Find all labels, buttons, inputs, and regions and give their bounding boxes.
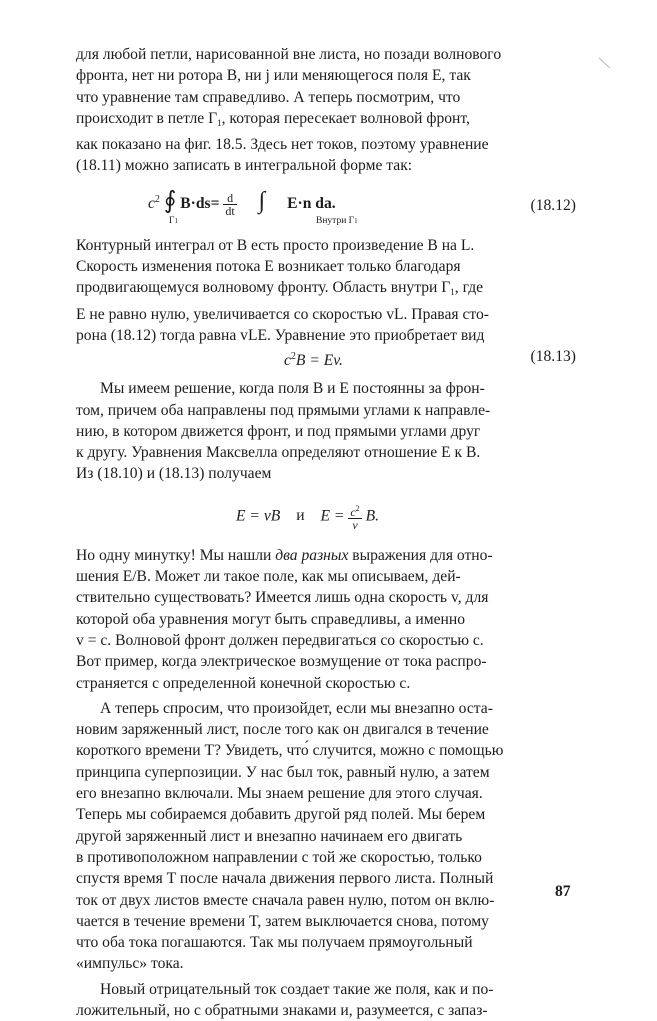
text-line: Скорость изменения потока E возникает только благодаря: [76, 258, 461, 276]
text-line: шения E/B. Может ли такое поле, как мы описываем, дей-: [76, 568, 461, 586]
paragraph-1: [76, 44, 576, 177]
text-line: [76, 545, 576, 566]
limit-sub: 1: [174, 216, 178, 225]
paragraph-2: [76, 235, 576, 346]
velocity-fraction: [348, 503, 361, 531]
eq-text: B = Ev.: [295, 352, 343, 370]
integral-limit: [316, 211, 358, 232]
text-line: чается в течение времени T, затем выключается снова, потому: [76, 912, 489, 930]
text-span: продвигающемуся волновому фронту. Область внутри Г: [76, 279, 451, 297]
text-line: принципа суперпозиции. У нас был ток, равный нулю, а затем: [76, 763, 490, 781]
eq-power: 2: [290, 351, 296, 363]
text-line: фронта, нет ни ротора B, ни j или меняющегося поля E, так: [76, 67, 471, 85]
emphasis-text: два разных: [275, 546, 349, 564]
page-number: 87: [555, 883, 571, 900]
derivative-fraction: [223, 192, 236, 217]
equation-18-12: [76, 177, 576, 235]
text-line: что оба тока погашаются. Так мы получаем прямоугольный: [76, 934, 473, 952]
eq-text: B.: [365, 507, 379, 525]
text-line: страняется с определенной конечной скоростью c.: [76, 674, 411, 692]
text-line: [76, 108, 576, 134]
text-line: нию, в котором движется фронт, и под прямыми углами друг: [76, 422, 481, 440]
text-line: короткого времени T? Увидеть, что́ случится, можно с помощью: [76, 742, 504, 760]
subscript: 1: [217, 117, 222, 128]
text-line: в противоположном направлении с той же скоростью, только: [76, 848, 482, 866]
eq-conjunction: и: [296, 507, 305, 525]
contour-integral-symbol: ∮: [163, 187, 177, 214]
eq-text: E =: [320, 507, 345, 525]
text-line: новим заряженный лист, после того как он двигался в течение: [76, 721, 489, 739]
text-line: для любой петли, нарисованной вне листа, но позади волнового: [76, 46, 502, 63]
text-span: , где: [454, 279, 484, 297]
eq-symbol: c: [148, 194, 155, 212]
text-line: [76, 277, 576, 303]
paragraph-3: [76, 378, 576, 484]
text-line: «импульс» тока.: [76, 955, 184, 973]
text-line: том, причем оба направлены под прямыми углами к направле-: [76, 401, 491, 419]
text-line: ствительно существовать? Имеется лишь одна скорость v, для: [76, 589, 489, 607]
text-line: Контурный интеграл от B есть просто произведение B на L.: [76, 236, 475, 254]
eq-text: E = vB: [236, 507, 281, 525]
limit-text: Г: [169, 215, 175, 226]
eq-symbol: c: [284, 352, 291, 370]
text-span: происходит в петле Г: [76, 109, 218, 127]
equation-body: [236, 503, 379, 531]
limit-text: Внутри Г: [316, 215, 355, 226]
equation-number: (18.12): [530, 196, 576, 214]
scan-mark-icon: [598, 56, 612, 70]
paragraph-4: [76, 545, 576, 694]
text-line: v = c. Волновой фронт должен передвигаться со скоростью c.: [76, 631, 484, 649]
frac-denominator: v: [352, 517, 358, 532]
text-line: Мы имеем решение, когда поля B и E постоянны за фрон-: [100, 380, 485, 398]
text-line: Из (18.10) и (18.13) получаем: [76, 465, 272, 483]
text-line: Теперь мы собираемся добавить другой ряд полей. Мы берем: [76, 806, 486, 824]
limit-sub: 1: [354, 216, 358, 225]
text-line: его внезапно включали. Мы знаем решение для этого случая.: [76, 785, 483, 803]
integral-symbol: ∫: [258, 187, 266, 214]
equation-body: [284, 346, 343, 371]
page-body: [76, 44, 576, 1021]
text-line: Новый отрицательный ток создает такие же поля, как и по-: [100, 980, 494, 998]
text-line: рона (18.12) тогда равна vLE. Уравнение это приобретает вид: [76, 326, 485, 344]
subscript: 1: [450, 287, 455, 298]
text-span: выражения для отно-: [348, 546, 493, 564]
eq-text: B·ds=: [180, 194, 220, 212]
text-line: которой оба уравнения могут быть справедливы, а именно: [76, 610, 465, 628]
text-line: как показано на фиг. 18.5. Здесь нет токов, поэтому уравнение: [76, 136, 489, 154]
text-line: другой заряженный лист и внезапно начинаем его двигать: [76, 827, 463, 845]
paragraph-5: [76, 698, 576, 975]
paragraph-6: [76, 979, 576, 1021]
text-line: ток от двух листов вместе сначала равен нулю, потом он вклю-: [76, 891, 495, 909]
text-span: , которая пересекает волновой фронт,: [221, 109, 470, 127]
text-line: к другу. Уравнения Максвелла определяют отношение E к B.: [76, 444, 481, 462]
eq-text: E·n da.: [287, 194, 336, 212]
text-line: спустя время T после начала движения первого листа. Полный: [76, 870, 494, 888]
equation-number: (18.13): [530, 348, 576, 366]
text-line: E не равно нулю, увеличивается со скоростью vL. Правая сто-: [76, 305, 489, 323]
text-line: ложительный, но с обратными знаками и, разумеется, с запаз-: [76, 1001, 488, 1019]
frac-denominator: dt: [225, 203, 235, 218]
text-line: А теперь спросим, что произойдет, если мы внезапно оста-: [100, 699, 493, 717]
frac-power: 2: [355, 503, 360, 513]
eq-power: 2: [154, 193, 160, 205]
frac-numerator: d: [223, 192, 236, 205]
equation-e-b: [76, 485, 576, 545]
text-line: что уравнение там справедливо. А теперь посмотрим, что: [76, 88, 461, 106]
text-line: Вот пример, когда электрическое возмущение от тока распро-: [76, 653, 487, 671]
text-span: Но одну минутку! Мы нашли: [76, 546, 276, 564]
frac-numerator: c: [350, 504, 356, 519]
integral-limit: [169, 211, 178, 232]
text-line: (18.11) можно записать в интегральной форме так:: [76, 157, 413, 175]
equation-18-13: [76, 344, 576, 372]
